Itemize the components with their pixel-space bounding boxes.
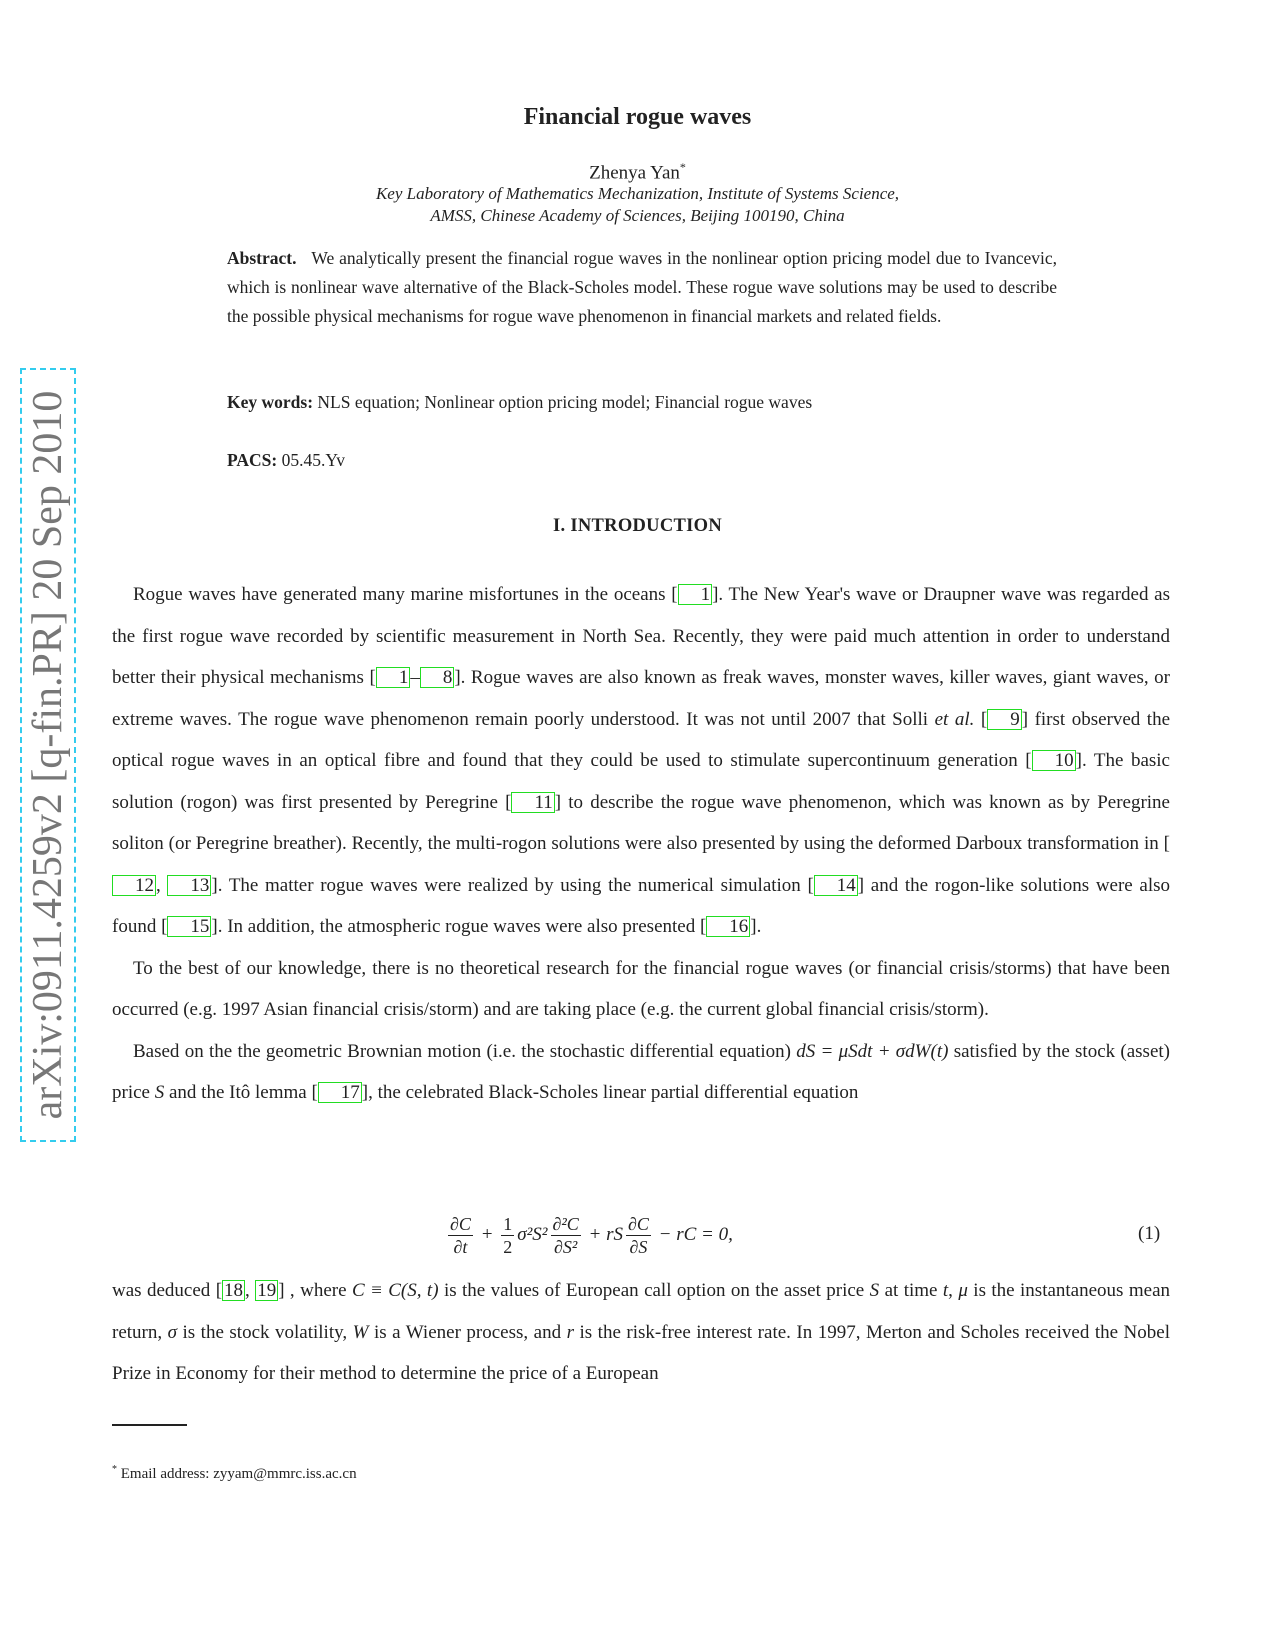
text: was deduced: [112, 1280, 216, 1301]
body-text-continued: [112, 1270, 1170, 1395]
citation-link[interactable]: 18: [224, 1280, 244, 1301]
text: at time: [879, 1280, 943, 1301]
inline-math: σ: [167, 1321, 177, 1343]
text: . The matter rogue waves were realized by using the numerical simulation: [217, 874, 808, 896]
text: . Rogue waves are also known as freak waves, monster waves, killer waves, giant waves, or extreme waves. The rogue wave phenomenon remain poorly understood. It was not until 2007 that Solli: [112, 667, 1171, 730]
text: is the values of European call option on the asset price: [438, 1280, 870, 1301]
numerator: ∂²C: [552, 1213, 579, 1234]
inline-math: S: [154, 1082, 165, 1103]
term: σ²S²: [517, 1224, 548, 1245]
citation-link[interactable]: 15: [167, 916, 211, 937]
abstract: [227, 244, 1057, 331]
footnote-mark: *: [112, 1464, 117, 1475]
arxiv-identifier[interactable]: arXiv:0911.4259v2 [q-fin.PR] 20 Sep 2010: [20, 368, 76, 1142]
footnote: [112, 1464, 357, 1483]
operator: + rS: [583, 1224, 624, 1245]
citation-link[interactable]: 12: [112, 875, 156, 896]
text: [974, 709, 981, 730]
citation-link[interactable]: 10: [1032, 750, 1076, 771]
author: [0, 160, 1275, 184]
inline-math: dS = μSdt + σdW(t): [796, 1040, 949, 1062]
paragraph-4: was deduced [ 18 , 19 ] , where C ≡ C(S, t) is the values of European call option on the asset price S at time t, μ is the instantaneous mean return, σ is the stock volatility, W is a Wiener process, and r is the risk-free interest rate. In 1997, Merton and Scholes received the Nobel Prize in Economy for their method to determine the price of a European: [112, 1280, 1171, 1384]
numerator: 1: [503, 1213, 513, 1234]
citation-link[interactable]: 19: [257, 1280, 277, 1301]
text: Based on the the geometric Brownian motion (i.e. the stochastic differential equation): [133, 1040, 797, 1062]
text: , the celebrated Black-Scholes linear partial differential equation: [368, 1082, 859, 1103]
pacs-text: 05.45.Yv: [281, 450, 345, 470]
footnote-rule: [112, 1424, 187, 1426]
text: . The New Year's wave or Draupner wave was regarded as the first rogue wave recorded by scientific measurement in North Sea. Recently, they were paid much attention in order to understand better their physical mechanisms: [112, 584, 1170, 688]
citation-link[interactable]: 17: [318, 1082, 362, 1103]
citation-link[interactable]: 13: [167, 875, 211, 896]
equation-1: [0, 1205, 1275, 1265]
abstract-text: We analytically present the financial rogue waves in the nonlinear option pricing model due to Ivancevic, which is nonlinear wave alternative of the Black-Scholes model. These rogue wave solutions may be used to describe the possible physical mechanisms for rogue wave phenomenon in financial markets and related fields.: [227, 248, 1058, 326]
text: ,: [245, 1280, 256, 1301]
citation-link[interactable]: 14: [814, 875, 858, 896]
text: . In addition, the atmospheric rogue waves were also presented: [217, 916, 700, 937]
fraction: [551, 1213, 581, 1258]
text: is the stock volatility,: [177, 1321, 353, 1343]
pacs-label: PACS:: [227, 450, 278, 470]
numerator: ∂C: [450, 1213, 471, 1234]
footnote-text: Email address: zyyam@mmrc.iss.ac.cn: [120, 1466, 357, 1482]
denominator: 2: [503, 1236, 513, 1257]
inline-math: t: [942, 1280, 949, 1301]
paragraph-1: Rogue waves have generated many marine misfortunes in the oceans [ 1 ]. The New Year's wave or Draupner wave was regarded as the first rogue wave recorded by scientific measurement in North Sea. Recently, they were paid much attention in order to understand better their physical mechanisms [ 1 – 8 ]. Rogue waves are also known as freak waves, monster waves, killer waves, giant waves, or extreme waves. The rogue wave phenomenon remain poorly understood. It was not until 2007 that Solli et al. [ 9 ] first observed the optical rogue waves in an optical fibre and found that they could be used to stimulate supercontinuum generation [ 10 ]. The basic solution (rogon) was first presented by Peregrine [ 11 ] to describe the rogue wave phenomenon, which was known as by Peregrine soliton (or Peregrine breather). Recently, the multi-rogon solutions were also presented by using the deformed Darboux transformation in [12 , 13 ]. The matter rogue waves were realized by using the numerical simulation [ 14 ] and the rogon-like solutions were also found [ 15 ]. In addition, the atmospheric rogue waves were also presented [ 16 ].: [112, 584, 1171, 937]
denominator: ∂t: [453, 1236, 468, 1257]
equation-number: (1): [1138, 1223, 1161, 1244]
text: is a Wiener process, and: [368, 1321, 567, 1343]
denominator: ∂S²: [554, 1236, 578, 1257]
inline-math: μ: [958, 1280, 968, 1301]
citation-link[interactable]: 11: [511, 792, 554, 813]
text: to describe the rogue wave phenomenon, which was known as by Peregrine soliton (or Peregrine breather). Recently, the multi-rogon solutions were also presented by using the deformed Darboux transformation in: [112, 791, 1170, 854]
fraction: [448, 1213, 473, 1258]
fraction: [501, 1213, 514, 1258]
fraction: [626, 1213, 651, 1258]
affiliation-line-1: Key Laboratory of Mathematics Mechanization, Institute of Systems Science,: [375, 184, 900, 203]
denominator: ∂S: [629, 1236, 648, 1257]
paper-title: Financial rogue waves: [523, 104, 752, 130]
section-heading: I. INTRODUCTION: [553, 516, 722, 536]
author-name: Zhenya Yan: [589, 162, 680, 184]
abstract-label: Abstract.: [227, 248, 297, 268]
inline-math: r: [566, 1321, 574, 1343]
citation-link[interactable]: 9: [987, 709, 1022, 730]
body-text: [112, 574, 1170, 1114]
text: et al.: [934, 708, 975, 730]
pacs: [227, 450, 345, 471]
paragraph-2: To the best of our knowledge, there is no theoretical research for the financial rogue waves (or financial crisis/storms) that have been occurred (e.g. 1997 Asian financial crisis/storm) and are taking place (e.g. the current global financial crisis/storm).: [112, 957, 1170, 1020]
affiliation-line-2: AMSS, Chinese Academy of Sciences, Beijing 100190, China: [430, 206, 845, 225]
citation-link[interactable]: 1: [678, 584, 713, 605]
citation-link[interactable]: 8: [420, 667, 455, 688]
operator: +: [475, 1224, 499, 1245]
keywords: [227, 392, 812, 413]
text: ,: [948, 1280, 959, 1301]
text: is the risk-free interest rate. In 1997, Merton and Scholes received the Nobel Prize in Economy for their method to determine the price of a European: [112, 1321, 1170, 1384]
text: first observed the optical rogue waves in an optical fibre and found that they could be used to stimulate supercontinuum generation: [112, 708, 1171, 771]
inline-math: W: [352, 1321, 369, 1343]
text: .: [756, 916, 762, 937]
text: . The basic solution (rogon) was first presented by Peregrine: [112, 750, 1170, 813]
text: Rogue waves have generated many marine misfortunes in the oceans: [133, 584, 672, 605]
inline-math: S: [869, 1280, 880, 1301]
term: − rC = 0,: [653, 1224, 733, 1245]
keywords-text: NLS equation; Nonlinear option pricing model; Financial rogue waves: [317, 392, 813, 412]
text: satisfied by the stock (asset) price: [112, 1040, 1170, 1103]
paragraph-3: Based on the the geometric Brownian motion (i.e. the stochastic differential equation) dS = μSdt + σdW(t) satisfied by the stock (asset) price S and the Itô lemma [ 17 ], the celebrated Black-Scholes linear partial differential equation: [112, 1040, 1170, 1103]
equation-body: [445, 1205, 733, 1265]
inline-math: C ≡ C(S, t): [351, 1280, 439, 1301]
author-footnote-mark: *: [679, 160, 686, 174]
text: , where: [284, 1280, 352, 1301]
citation-link[interactable]: 1: [376, 667, 411, 688]
numerator: ∂C: [628, 1213, 649, 1234]
text: is the instantaneous mean return,: [112, 1280, 1171, 1343]
text: and the rogon-like solutions were also found: [112, 874, 1171, 937]
text: ,: [156, 874, 168, 896]
text: and the Itô lemma: [164, 1082, 312, 1103]
keywords-label: Key words:: [227, 392, 314, 412]
citation-link[interactable]: 16: [706, 916, 750, 937]
text: –: [410, 667, 420, 688]
